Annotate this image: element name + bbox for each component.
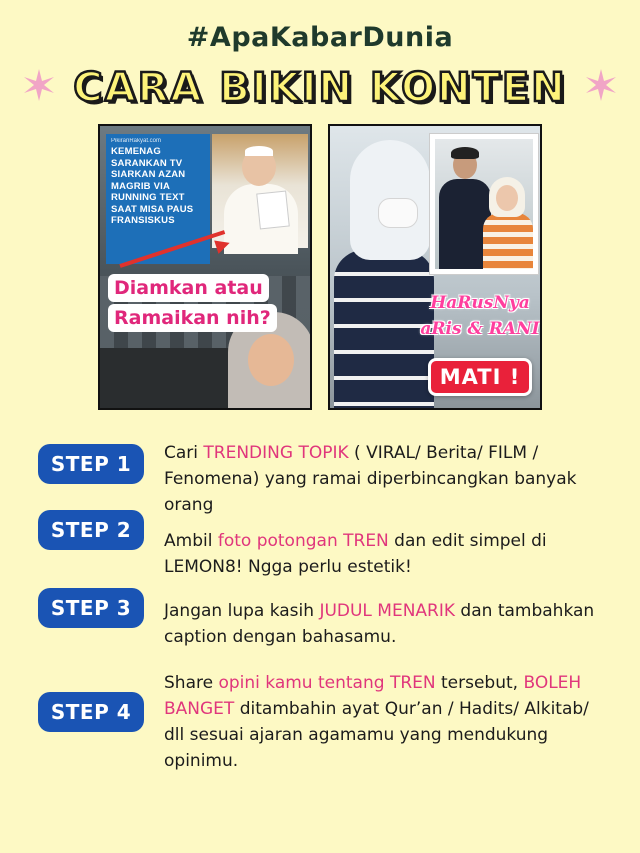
title-row [0, 60, 640, 116]
step-3-badge: STEP 3 [38, 588, 144, 628]
news-line: KEMENAG [111, 146, 161, 157]
step-text-segment: dan edit simpel di LEMON8! Ngga perlu estetik! [164, 531, 547, 577]
page-title: CARA BIKIN KONTEN [73, 65, 567, 111]
news-line: FRANSISKUS [111, 215, 175, 226]
script-caption: aRis & RANI [420, 319, 540, 339]
step-1-text [164, 440, 614, 518]
mati-badge: MATI ! [428, 358, 532, 396]
step-text-segment: Jangan lupa kasih [164, 601, 320, 621]
news-line: MAGRIB VIA [111, 180, 170, 192]
couple-inset-photo [430, 134, 538, 274]
step-3-text [164, 598, 614, 650]
highlighted-text: JUDUL MENARIK [319, 601, 456, 621]
news-source: PikiranRakyat.com [111, 138, 162, 144]
step-2-text [164, 528, 614, 580]
news-line: SIARKAN AZAN [111, 169, 186, 180]
script-caption: HaRusNya [430, 293, 530, 313]
step-text-segment: Cari [164, 443, 204, 463]
highlighted-text: TRENDING TOPIK [203, 443, 349, 463]
step-text-segment: dan tambahkan caption dengan bahasamu. [164, 601, 595, 647]
sparkle-star-icon [584, 68, 618, 102]
news-headline-box [106, 134, 210, 264]
hashtag-heading: #ApaKabarDunia [186, 22, 454, 53]
step-1-badge: STEP 1 [38, 444, 144, 484]
sparkle-star-icon [22, 68, 56, 102]
news-line: RUNNING TEXT [111, 192, 185, 203]
step-text-segment: Share [164, 673, 219, 693]
caption-label: Ramaikan nih? [108, 304, 277, 332]
highlighted-text: BOLEH BANGET [164, 673, 582, 719]
step-text-segment: Ambil [164, 531, 218, 551]
step-text-segment: tersebut, [435, 673, 524, 693]
example-photo-couple [328, 124, 542, 410]
highlighted-text: foto potongan TREN [217, 531, 389, 551]
step-text-segment: ditambahin ayat Qur’an / Hadits/ Alkitab/ dll sesuai ajaran agamamu yang mendukung opinimu. [164, 699, 589, 771]
step-4-text [164, 670, 614, 774]
highlighted-text: opini kamu tentang TREN [218, 673, 436, 693]
news-line: SARANKAN TV [111, 157, 183, 169]
pope-photo [212, 134, 308, 248]
step-4-badge: STEP 4 [38, 692, 144, 732]
caption-label: Diamkan atau [108, 274, 269, 302]
step-2-badge: STEP 2 [38, 510, 144, 550]
example-photo-news [98, 124, 312, 410]
news-line: SAAT MISA PAUS [111, 203, 194, 215]
step-text-segment: ( VIRAL/ Berita/ FILM / Fenomena) yang ramai diperbincangkan banyak orang [164, 443, 577, 515]
